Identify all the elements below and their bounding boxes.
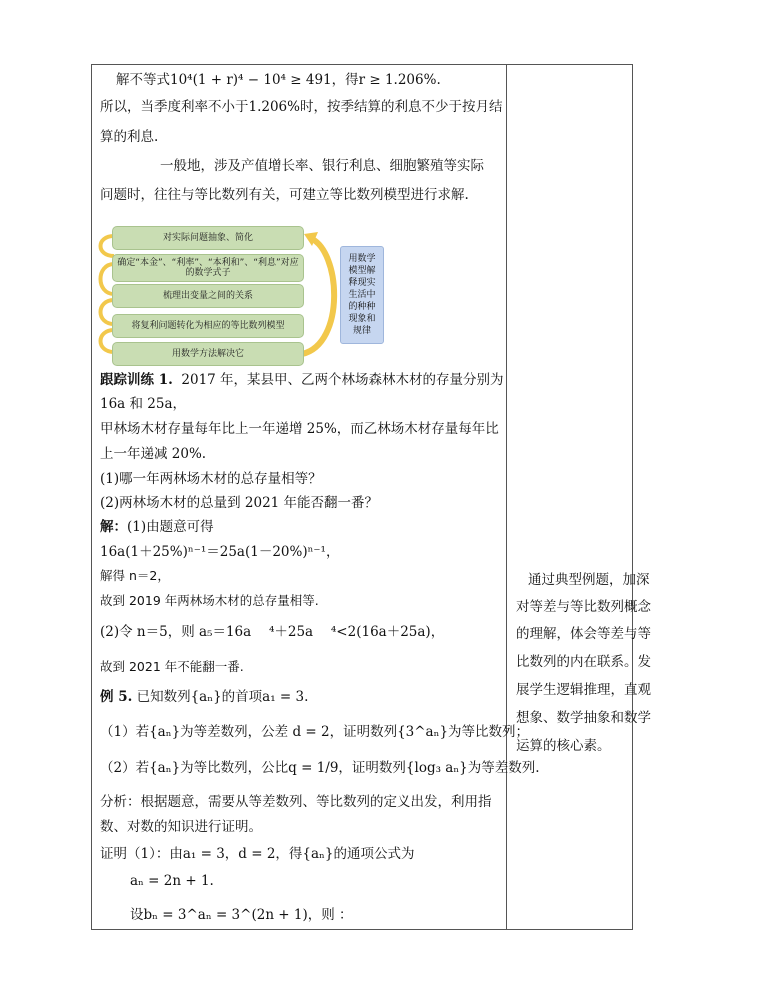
solution-line-4: 故到 2019 年两林场木材的总存量相等. (100, 593, 319, 608)
solution-line-1: 解：(1)由题意可得 (100, 519, 214, 535)
modeling-flow-diagram (96, 220, 396, 370)
exercise-question-2: (2)两林场木材的总量到 2021 年能否翻一番？ (100, 495, 379, 511)
line-conclusion-2: 算的利息. (100, 129, 159, 145)
proof-line-2: aₙ = 2n + 1. (130, 873, 214, 889)
note-line-1: 通过典型例题，加深 (528, 572, 650, 588)
proof-line-3: 设bₙ = 3^aₙ = 3^(2n + 1)，则 ： (130, 907, 353, 923)
flow-step-3: 梳理出变量之间的关系 (112, 284, 304, 308)
flow-step-1: 对实际问题抽象、简化 (112, 226, 304, 250)
note-line-6: 想象、数学抽象和数学 (516, 710, 651, 726)
solution-line-3: 解得 n＝2， (100, 568, 170, 583)
flow-step-5: 用数学方法解决它 (112, 342, 304, 366)
line-inequality: 解不等式10⁴(1 + r)⁴ − 10⁴ ≥ 491，得r ≥ 1.206%. (116, 72, 441, 88)
column-divider (506, 64, 507, 930)
example-5-part-2: （2）若{aₙ}为等比数列，公比q = 1/9，证明数列{log₃ aₙ}为等差数列. (100, 760, 540, 776)
exercise-line-4: 上一年递减 20%. (100, 446, 207, 462)
note-line-3: 的理解，体会等差与等 (516, 626, 651, 642)
note-line-7: 运算的核心素。 (516, 738, 611, 754)
solution-line-6: 故到 2021 年不能翻一番. (100, 659, 244, 674)
example-5-part-1: （1）若{aₙ}为等差数列，公差 d = 2，证明数列{3^aₙ}为等比数列； (100, 724, 530, 740)
line-general-1: 一般地，涉及产值增长率、银行利息、细胞繁殖等实际 (160, 158, 484, 174)
solution-line-5: (2)令 n＝5，则 a₅＝16a ⁴＋25a ⁴<2(16a＋25a)， (100, 624, 445, 640)
note-line-2: 对等差与等比数列概念 (516, 599, 651, 615)
proof-line-1: 证明（1）：由a₁ = 3，d = 2，得{aₙ}的通项公式为 (100, 846, 415, 862)
exercise-line-1: 跟踪训练 1. 2017 年，某县甲、乙两个林场森林木材的存量分别为 (100, 372, 504, 388)
flow-step-4: 将复利问题转化为相应的等比数列模型 (112, 314, 304, 338)
flow-side-note: 用数学模型解释现实生活中的种种现象和规律 (340, 246, 384, 344)
exercise-question-1: (1)哪一年两林场木材的总存量相等？ (100, 471, 322, 487)
analysis-line-2: 数、对数的知识进行证明。 (100, 819, 262, 835)
flow-step-2: 确定“本金”、“利率”、“本利和”、“利息”对应的数学式子 (112, 254, 304, 282)
line-conclusion-1: 所以，当季度利率不小于1.206%时，按季结算的利息不少于按月结 (100, 99, 503, 115)
note-line-5: 展学生逻辑推理，直观 (516, 682, 651, 698)
line-general-2: 问题时，往往与等比数列有关，可建立等比数列模型进行求解. (100, 187, 469, 203)
return-arrow (302, 238, 334, 354)
solution-line-2: 16a(1＋25%)ⁿ⁻¹＝25a(1－20%)ⁿ⁻¹， (100, 544, 340, 560)
exercise-line-2: 16a 和 25a， (100, 396, 187, 412)
example-5-line-1: 例 5. 已知数列{aₙ}的首项a₁ = 3. (100, 689, 309, 705)
note-line-4: 比数列的内在联系。发 (516, 654, 651, 670)
exercise-line-3: 甲林场木材存量每年比上一年递增 25%，而乙林场木材存量每年比 (100, 421, 499, 437)
analysis-line-1: 分析：根据题意，需要从等差数列、等比数列的定义出发，利用指 (100, 794, 492, 810)
